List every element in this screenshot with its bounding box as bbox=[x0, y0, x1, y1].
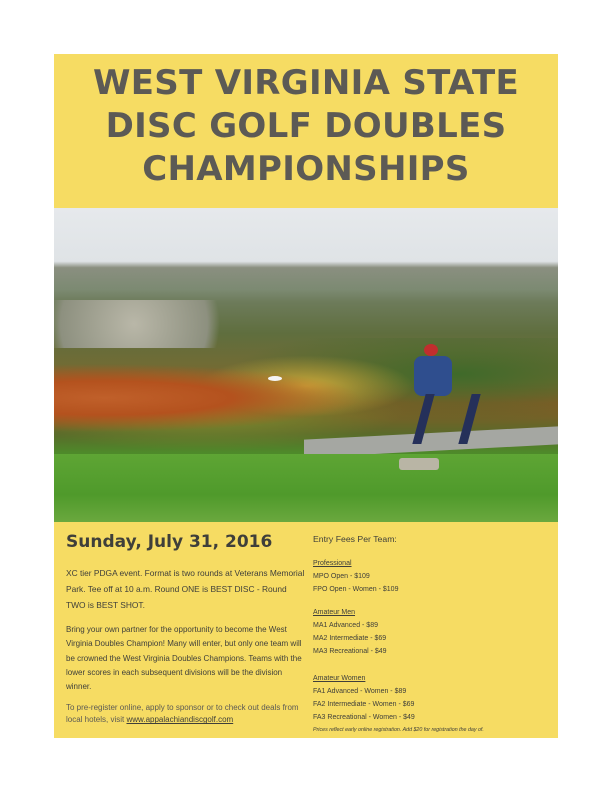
fee-item: FA2 Intermediate - Women - $69 bbox=[313, 701, 415, 708]
fees-section-title: Amateur Men bbox=[313, 609, 356, 616]
fee-item: MPO Open - $109 bbox=[313, 573, 370, 580]
event-invitation: Bring your own partner for the opportunity to become the West Virginia Doubles Champion! Many will enter, but only one team will be crowned the West Virginia Doubles Champions. Teams with the lower scores in each subsequent divisions will be the division winner. bbox=[66, 625, 302, 692]
fees-section-title: Amateur Women bbox=[313, 675, 366, 682]
fee-item: FA1 Advanced - Women - $89 bbox=[313, 688, 407, 695]
event-date: Sunday, July 31, 2016 bbox=[66, 532, 273, 552]
title-line: WEST VIRGINIA STATE bbox=[92, 63, 520, 103]
registration-text: To pre-register online, apply to sponsor or to check out deals from local hotels, visit bbox=[66, 703, 299, 725]
fee-item: FPO Open - Women - $109 bbox=[313, 586, 399, 593]
disc-golf-photo bbox=[54, 208, 558, 522]
registration-info bbox=[66, 702, 306, 726]
fees-section-title: Professional bbox=[313, 560, 352, 567]
fee-item: FA3 Recreational - Women - $49 bbox=[313, 714, 415, 721]
title-line: CHAMPIONSHIPS bbox=[142, 149, 470, 189]
registration-link[interactable]: www.appalachiandiscgolf.com bbox=[126, 715, 234, 725]
photo-disc bbox=[268, 376, 282, 381]
event-description: XC tier PDGA event. Format is two rounds at Veterans Memorial Park. Tee off at 10 a.m. Round ONE is BEST DISC - Round TWO is BEST SHOT. bbox=[66, 568, 305, 610]
fee-item: MA1 Advanced - $89 bbox=[313, 622, 378, 629]
poster-title bbox=[54, 62, 558, 191]
photo-player-body bbox=[414, 356, 452, 396]
fees-heading: Entry Fees Per Team: bbox=[313, 534, 397, 544]
fee-item: MA3 Recreational - $49 bbox=[313, 648, 387, 655]
photo-player-head bbox=[424, 344, 438, 356]
event-poster bbox=[54, 54, 558, 738]
entry-fees bbox=[313, 534, 553, 735]
title-line: DISC GOLF DOUBLES bbox=[105, 106, 507, 146]
photo-rock bbox=[399, 458, 439, 470]
fee-item: MA2 Intermediate - $69 bbox=[313, 635, 387, 642]
event-details bbox=[66, 531, 306, 726]
photo-grass bbox=[54, 454, 558, 522]
fees-note: Prices reflect early online registration. Add $20 for registration the day of. bbox=[313, 727, 484, 733]
